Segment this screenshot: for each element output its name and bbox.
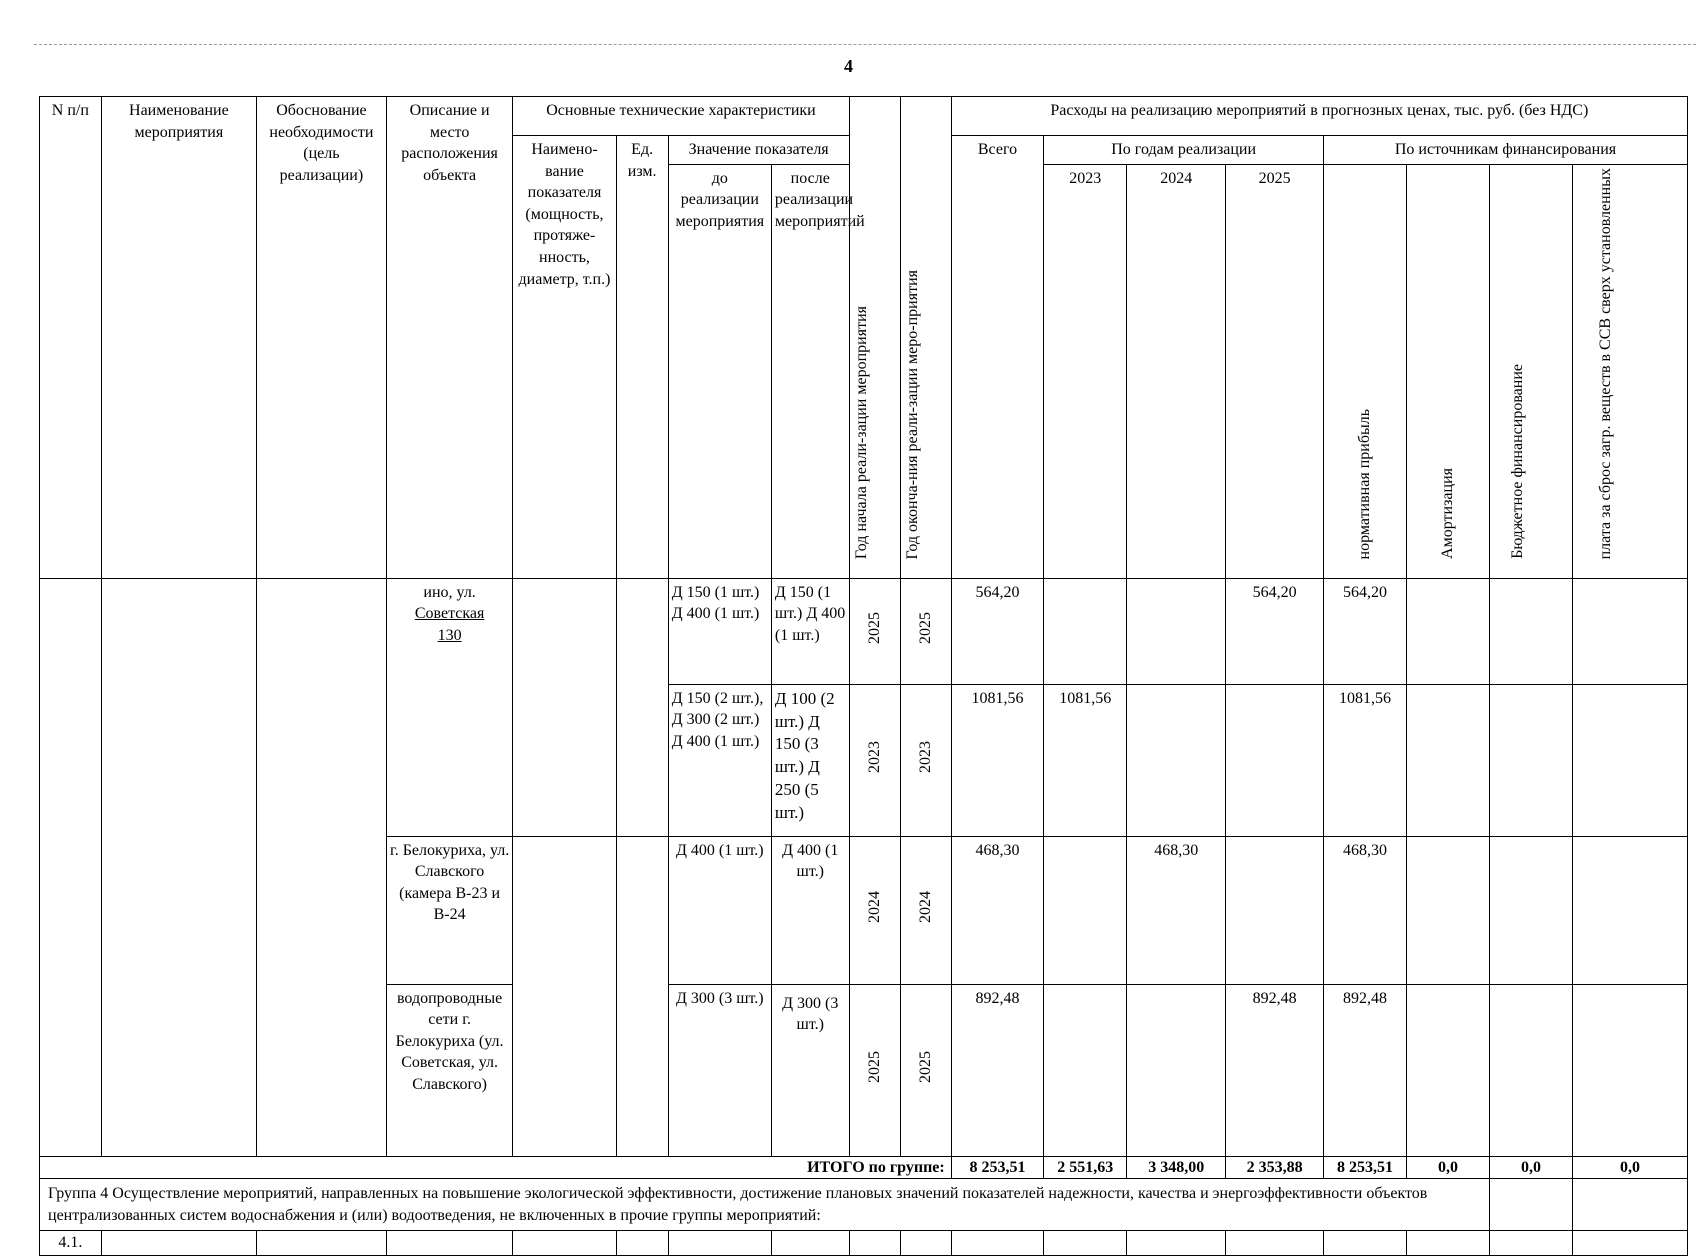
cell-profit: 564,20 [1324, 578, 1407, 684]
cell-after: Д 150 (1 шт.) Д 400 (1 шт.) [771, 578, 849, 684]
totals-label: ИТОГО по группе: [40, 1156, 952, 1179]
cell-2025: 564,20 [1226, 578, 1324, 684]
cell-budget [1489, 1179, 1572, 1231]
page-top-rule [34, 44, 1696, 45]
cell-tech-name-empty [513, 836, 616, 1156]
cell-empty [101, 1231, 256, 1256]
cell-total: 468,30 [951, 836, 1044, 984]
cell-empty [1324, 1231, 1407, 1256]
cell-2025 [1226, 684, 1324, 836]
totals-fee: 0,0 [1572, 1156, 1687, 1179]
year-end-text: 2024 [916, 890, 934, 923]
cell-empty [616, 1231, 668, 1256]
cell-fee [1572, 836, 1687, 984]
cell-total: 1081,56 [951, 684, 1044, 836]
header-src-profit-cell [1324, 164, 1407, 578]
cell-year-start [849, 984, 900, 1156]
cell-after: Д 100 (2 шт.) Д 150 (3 шт.) Д 250 (5 шт.) [771, 684, 849, 836]
row-number: 4.1. [40, 1231, 102, 1256]
year-end-text: 2025 [916, 611, 934, 644]
cell-reason-empty [257, 578, 387, 1156]
cell-2024 [1127, 684, 1226, 836]
header-src-amort: Амортизация [1439, 468, 1457, 559]
cell-description: г. Белокуриха, ул. Славского (камера В-23 и В-24 [386, 836, 513, 984]
cell-year-end [900, 836, 951, 984]
cell-year-end [900, 984, 951, 1156]
cell-fee [1572, 1179, 1687, 1231]
cell-empty [951, 1231, 1044, 1256]
cell-empty [513, 1231, 616, 1256]
cell-fee [1572, 984, 1687, 1156]
cell-budget [1489, 578, 1572, 684]
header-costs: Расходы на реализацию мероприятий в прогнозных ценах, тыс. руб. (без НДС) [951, 97, 1687, 136]
cell-2024 [1127, 984, 1226, 1156]
page-number: 4 [844, 56, 853, 76]
totals-2024: 3 348,00 [1127, 1156, 1226, 1179]
year-end-text: 2023 [916, 740, 934, 773]
cell-empty [1127, 1231, 1226, 1256]
header-row-1 [40, 97, 1688, 136]
cell-unit-empty [616, 836, 668, 1156]
cell-empty [1572, 1231, 1687, 1256]
cell-total: 892,48 [951, 984, 1044, 1156]
cell-budget [1489, 836, 1572, 984]
table-row [40, 578, 1688, 684]
group4-title: Группа 4 Осуществление мероприятий, направленных на повышение экологической эффективности, достижение плановых значений показателей надежности, качества и энергоэффективности объектов централизованных систем водоснабжения и (или) водоотведения, не включенных в прочие группы мероприятий: [40, 1179, 1490, 1231]
header-year-start-cell [849, 97, 900, 579]
cell-empty [771, 1231, 849, 1256]
header-src-fee-cell [1572, 164, 1687, 578]
cell-before: Д 150 (1 шт.) Д 400 (1 шт.) [668, 578, 771, 684]
cell-tech-name-empty [513, 578, 616, 836]
header-src-amort-cell [1407, 164, 1490, 578]
cell-amort [1407, 836, 1490, 984]
cell-after: Д 300 (3 шт.) [771, 984, 849, 1156]
cell-empty [849, 1231, 900, 1256]
header-after: после реализации мероприятий [771, 164, 849, 578]
header-name: Наименование мероприятия [101, 97, 256, 579]
cell-2023: 1081,56 [1044, 684, 1127, 836]
cell-2025: 892,48 [1226, 984, 1324, 1156]
header-tech-name: Наимено-вание показателя (мощность, протяже-нность, диаметр, т.п.) [513, 136, 616, 579]
cell-fee [1572, 684, 1687, 836]
header-by-sources: По источникам финансирования [1324, 136, 1688, 165]
cell-empty [900, 1231, 951, 1256]
year-start-text: 2023 [865, 740, 883, 773]
cell-budget [1489, 984, 1572, 1156]
cell-year-end [900, 578, 951, 684]
header-reason: Обоснование необходимости (цель реализации) [257, 97, 387, 579]
header-src-budget-cell [1489, 164, 1572, 578]
cell-amort [1407, 984, 1490, 1156]
cell-empty [386, 1231, 513, 1256]
header-unit: Ед. изм. [616, 136, 668, 579]
cell-total: 564,20 [951, 578, 1044, 684]
header-2024: 2024 [1127, 164, 1226, 578]
header-year-start: Год начала реали-зации мероприятия [852, 305, 870, 559]
cell-description-1 [386, 578, 513, 836]
header-total: Всего [951, 136, 1044, 579]
year-start-text: 2025 [865, 1050, 883, 1083]
totals-profit: 8 253,51 [1324, 1156, 1407, 1179]
cell-2025 [1226, 836, 1324, 984]
cell-empty [668, 1231, 771, 1256]
cell-fee [1572, 578, 1687, 684]
header-year-end-cell [900, 97, 951, 579]
cell-year-end [900, 684, 951, 836]
cell-empty [257, 1231, 387, 1256]
header-src-budget: Бюджетное финансирование [1508, 364, 1526, 559]
cell-year-start [849, 578, 900, 684]
cell-2023 [1044, 578, 1127, 684]
cell-empty [1044, 1231, 1127, 1256]
totals-amort: 0,0 [1407, 1156, 1490, 1179]
cell-profit: 468,30 [1324, 836, 1407, 984]
cell-2024: 468,30 [1127, 836, 1226, 984]
descr-street: Советская [414, 605, 485, 623]
cell-profit: 892,48 [1324, 984, 1407, 1156]
cell-amort [1407, 684, 1490, 836]
header-src-profit: нормативная прибыль [1356, 408, 1374, 559]
totals-total: 8 253,51 [951, 1156, 1044, 1179]
cell-2024 [1127, 578, 1226, 684]
group4-row [40, 1179, 1688, 1231]
cell-unit-empty [616, 578, 668, 836]
measures-table [39, 96, 1688, 1256]
header-2023: 2023 [1044, 164, 1127, 578]
cell-name-empty [101, 578, 256, 1156]
year-start-text: 2025 [865, 611, 883, 644]
header-src-fee: плата за сброс загр. веществ в ССВ сверх установленных [1596, 167, 1614, 559]
cell-profit: 1081,56 [1324, 684, 1407, 836]
cell-budget [1489, 684, 1572, 836]
header-tech: Основные технические характеристики [513, 97, 849, 136]
cell-year-start [849, 684, 900, 836]
header-description: Описание и место расположения объекта [386, 97, 513, 579]
cell-2023 [1044, 984, 1127, 1156]
totals-2025: 2 353,88 [1226, 1156, 1324, 1179]
cell-empty [1226, 1231, 1324, 1256]
header-value: Значение показателя [668, 136, 849, 165]
cell-2023 [1044, 836, 1127, 984]
cell-description: водопроводные сети г. Белокуриха (ул. Советская, ул. Славского) [386, 984, 513, 1156]
header-year-end: Год оконча-ния реали-зации меро-приятия [903, 269, 921, 559]
header-by-years: По годам реализации [1044, 136, 1324, 165]
cell-empty [1407, 1231, 1490, 1256]
cell-before: Д 300 (3 шт.) [668, 984, 771, 1156]
cell-num-empty [40, 578, 102, 1156]
cell-before: Д 400 (1 шт.) [668, 836, 771, 984]
header-before: до реализации мероприятия [668, 164, 771, 578]
year-start-text: 2024 [865, 890, 883, 923]
descr-prefix: ино, ул. [423, 583, 476, 601]
year-end-text: 2025 [916, 1050, 934, 1083]
totals-row [40, 1156, 1688, 1179]
totals-2023: 2 551,63 [1044, 1156, 1127, 1179]
cell-before: Д 150 (2 шт.), Д 300 (2 шт.) Д 400 (1 шт.) [668, 684, 771, 836]
cell-after: Д 400 (1 шт.) [771, 836, 849, 984]
cell-year-start [849, 836, 900, 984]
table-row [40, 1231, 1688, 1256]
descr-house: 130 [437, 626, 462, 644]
header-num: N п/п [40, 97, 102, 579]
cell-empty [1489, 1231, 1572, 1256]
cell-amort [1407, 578, 1490, 684]
totals-budget: 0,0 [1489, 1156, 1572, 1179]
header-2025: 2025 [1226, 164, 1324, 578]
